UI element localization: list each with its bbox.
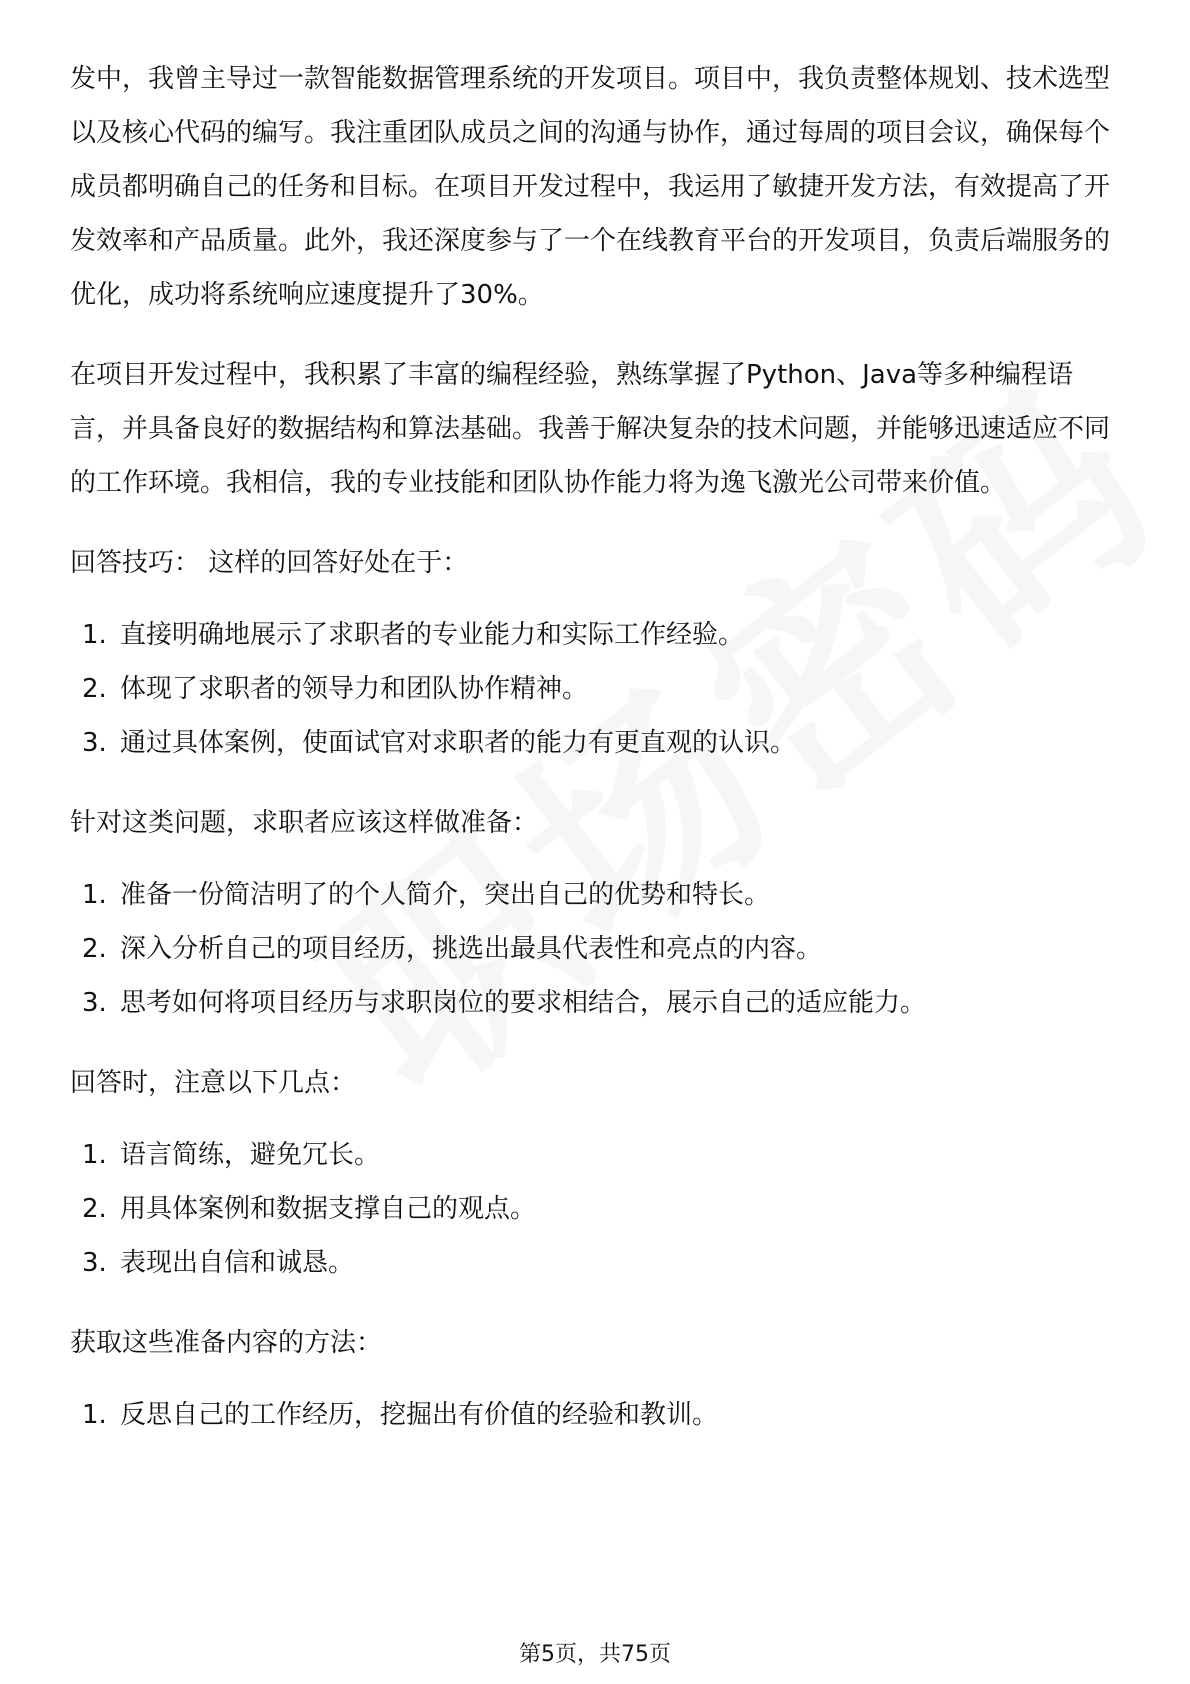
- numbered-list: [70, 868, 1125, 1030]
- list-item: 2. 体现了求职者的领导力和团队协作精神。: [82, 674, 589, 704]
- numbered-list: [70, 608, 1125, 770]
- list-item: 3. 思考如何将项目经历与求职岗位的要求相结合，展示自己的适应能力。: [82, 988, 927, 1018]
- section-answer-tips: [70, 536, 1125, 770]
- page-number: 第5页，共75页: [519, 1642, 671, 1667]
- paragraph-1: 发中，我曾主导过一款智能数据管理系统的开发项目。项目中，我负责整体规划、技术选型以及核心代码的编写。我注重团队成员之间的沟通与协作，通过每周的项目会议，确保每个成员都明确自己的任务和目标。在项目开发过程中，我运用了敏捷开发方法，有效提高了开发效率和产品质量。此外，我还深度参与了一个在线教育平台的开发项目，负责后端服务的优化，成功将系统响应速度提升了30%。: [70, 64, 1111, 310]
- list-item: 1. 准备一份简洁明了的个人简介，突出自己的优势和特长。: [82, 880, 771, 910]
- list-item: 3. 通过具体案例，使面试官对求职者的能力有更直观的认识。: [82, 728, 797, 758]
- document-body: [70, 0, 1125, 1442]
- list-item: 3. 表现出自信和诚恳。: [82, 1248, 355, 1278]
- section-heading: 回答时，注意以下几点：: [70, 1068, 357, 1098]
- list-item: 1. 直接明确地展示了求职者的专业能力和实际工作经验。: [82, 620, 745, 650]
- section-methods: [70, 1316, 1125, 1442]
- section-heading: 获取这些准备内容的方法：: [70, 1328, 383, 1358]
- numbered-list: [70, 1388, 1125, 1442]
- list-item: 2. 深入分析自己的项目经历，挑选出最具代表性和亮点的内容。: [82, 934, 823, 964]
- section-heading: 针对这类问题，求职者应该这样做准备：: [70, 808, 539, 838]
- list-item: 2. 用具体案例和数据支撑自己的观点。: [82, 1194, 537, 1224]
- list-item: 1. 反思自己的工作经历，挖掘出有价值的经验和教训。: [82, 1400, 719, 1430]
- section-preparation: [70, 796, 1125, 1030]
- section-answer-notes: [70, 1056, 1125, 1290]
- section-heading: 回答技巧： 这样的回答好处在于：: [70, 548, 469, 578]
- paragraph-2: 在项目开发过程中，我积累了丰富的编程经验，熟练掌握了Python、Java等多种编程语言，并具备良好的数据结构和算法基础。我善于解决复杂的技术问题，并能够迅速适应不同的工作环境。我相信，我的专业技能和团队协作能力将为逸飞激光公司带来价值。: [70, 360, 1111, 498]
- list-item: 1. 语言简练，避免冗长。: [82, 1140, 381, 1170]
- numbered-list: [70, 1128, 1125, 1290]
